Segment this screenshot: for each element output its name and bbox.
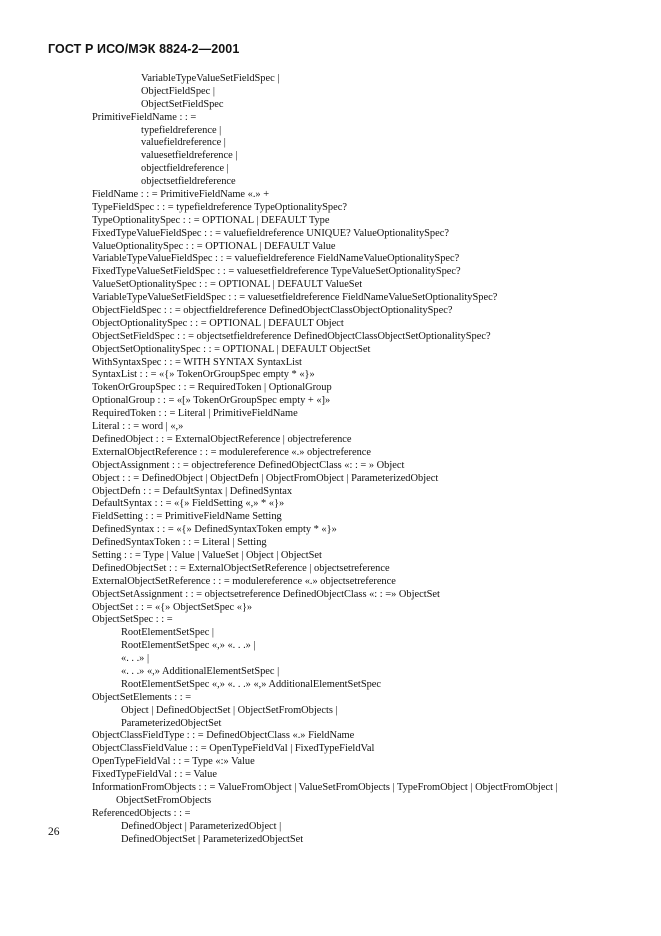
- grammar-line-text: Object | DefinedObjectSet | ObjectSetFromObjects |: [121, 704, 338, 716]
- grammar-line: [0, 498, 661, 511]
- grammar-line-text: SyntaxList : : = «{» TokenOrGroupSpec empty * «}»: [92, 369, 315, 381]
- grammar-line-text: Setting : : = Type | Value | ValueSet | Object | ObjectSet: [92, 549, 322, 561]
- grammar-line: [0, 86, 661, 99]
- grammar-line: [0, 563, 661, 576]
- grammar-line-text: VariableTypeValueFieldSpec : : = valuefieldreference FieldNameValueOptionalitySpec?: [92, 253, 460, 265]
- grammar-line-text: ExternalObjectSetReference : : = modulereference «.» objectsetreference: [92, 575, 396, 587]
- grammar-line-text: Literal : : = word | «,»: [92, 421, 184, 433]
- grammar-line: [0, 266, 661, 279]
- grammar-line: [0, 486, 661, 499]
- grammar-line-text: DefinedObject | ParameterizedObject |: [121, 820, 282, 832]
- grammar-line-text: RequiredToken : : = Literal | PrimitiveFieldName: [92, 408, 298, 420]
- grammar-line: [0, 653, 661, 666]
- grammar-line-text: ObjectFieldSpec |: [141, 85, 215, 97]
- grammar-line: [0, 769, 661, 782]
- grammar-line-text: ObjectAssignment : : = objectreference DefinedObjectClass «: : = » Object: [92, 459, 405, 471]
- grammar-line: [0, 524, 661, 537]
- grammar-line-text: ValueSetOptionalitySpec : : = OPTIONAL | DEFAULT ValueSet: [92, 279, 363, 291]
- grammar-line: [0, 834, 661, 847]
- grammar-line: [0, 718, 661, 731]
- grammar-line: [0, 756, 661, 769]
- grammar-line: [0, 692, 661, 705]
- grammar-line-text: ParameterizedObjectSet: [121, 717, 222, 729]
- grammar-line: [0, 705, 661, 718]
- grammar-line: [0, 241, 661, 254]
- grammar-line: [0, 189, 661, 202]
- grammar-line-text: FixedTypeFieldVal : : = Value: [92, 769, 217, 781]
- grammar-line-text: ObjectDefn : : = DefaultSyntax | DefinedSyntax: [92, 485, 293, 497]
- grammar-line: [0, 344, 661, 357]
- grammar-line: [0, 473, 661, 486]
- grammar-line-text: valuesetfieldreference |: [141, 150, 238, 162]
- grammar-line: [0, 447, 661, 460]
- grammar-line: [0, 137, 661, 150]
- grammar-line-text: FixedTypeValueSetFieldSpec : : = valuesetfieldreference TypeValueSetOptionalitySpec?: [92, 266, 461, 278]
- grammar-line-text: ObjectSetSpec : : =: [92, 614, 173, 626]
- grammar-line-text: ObjectFieldSpec : : = objectfieldreference DefinedObjectClassObjectOptionalitySpec?: [92, 305, 453, 317]
- grammar-line-text: typefieldreference |: [141, 124, 222, 136]
- grammar-line: [0, 511, 661, 524]
- grammar-line: [0, 331, 661, 344]
- grammar-line: [0, 305, 661, 318]
- grammar-line: [0, 395, 661, 408]
- grammar-line-text: objectsetfieldreference: [141, 176, 236, 188]
- grammar-line-text: DefinedObjectSet : : = ExternalObjectSetReference | objectsetreference: [92, 562, 390, 574]
- grammar-line-text: VariableTypeValueSetFieldSpec |: [141, 73, 280, 84]
- grammar-line: [0, 795, 661, 808]
- grammar-line-text: DefinedSyntax : : = «{» DefinedSyntaxToken empty * «}»: [92, 524, 337, 536]
- grammar-line: [0, 640, 661, 653]
- grammar-line-text: ObjectClassFieldType : : = DefinedObjectClass «.» FieldName: [92, 730, 355, 742]
- grammar-line-text: objectfieldreference |: [141, 163, 229, 175]
- grammar-line-text: «. . .» «,» AdditionalElementSetSpec |: [121, 665, 280, 677]
- grammar-line-text: ObjectSet : : = «{» ObjectSetSpec «}»: [92, 601, 253, 613]
- grammar-line: [0, 369, 661, 382]
- grammar-line-text: TokenOrGroupSpec : : = RequiredToken | OptionalGroup: [92, 382, 332, 394]
- grammar-line: [0, 730, 661, 743]
- grammar-line-text: ObjectSetOptionalitySpec : : = OPTIONAL | DEFAULT ObjectSet: [92, 343, 371, 355]
- grammar-line: [0, 215, 661, 228]
- grammar-line-text: ObjectOptionalitySpec : : = OPTIONAL | DEFAULT Object: [92, 317, 344, 329]
- grammar-line-text: RootElementSetSpec «,» «. . .» «,» AdditionalElementSetSpec: [121, 678, 382, 690]
- grammar-line: [0, 202, 661, 215]
- grammar-line: [0, 408, 661, 421]
- grammar-line: [0, 743, 661, 756]
- grammar-line: [0, 460, 661, 473]
- grammar-line-text: valuefieldreference |: [141, 137, 226, 149]
- grammar-line-text: DefaultSyntax : : = «{» FieldSetting «,» * «}»: [92, 498, 285, 510]
- grammar-line-text: OpenTypeFieldVal : : = Type «:» Value: [92, 756, 255, 768]
- grammar-line-text: ObjectSetAssignment : : = objectsetreference DefinedObjectClass «: : =» ObjectSet: [92, 588, 440, 600]
- grammar-line: [0, 550, 661, 563]
- grammar-line: [0, 279, 661, 292]
- grammar-line: [0, 228, 661, 241]
- grammar-line-text: DefinedObject : : = ExternalObjectReference | objectreference: [92, 433, 352, 445]
- grammar-line-text: ObjectSetFieldSpec : : = objectsetfieldreference DefinedObjectClassObjectSetOptionalitySpec?: [92, 330, 491, 342]
- grammar-line-text: RootElementSetSpec |: [121, 627, 214, 639]
- grammar-line-text: RootElementSetSpec «,» «. . .» |: [121, 640, 256, 652]
- page-number: 26: [48, 826, 60, 838]
- grammar-line: [0, 627, 661, 640]
- grammar-line-text: ValueOptionalitySpec : : = OPTIONAL | DEFAULT Value: [92, 240, 336, 252]
- grammar-line: [0, 576, 661, 589]
- grammar-line-text: ObjectSetElements : : =: [92, 691, 192, 703]
- grammar-line: [0, 73, 661, 86]
- grammar-line: [0, 292, 661, 305]
- grammar-line-text: PrimitiveFieldName : : =: [92, 111, 197, 123]
- grammar-line-text: FieldName : : = PrimitiveFieldName «.» +: [92, 189, 270, 201]
- grammar-line: [0, 357, 661, 370]
- asn1-grammar-text: [0, 73, 661, 846]
- grammar-line-text: ExternalObjectReference : : = modulereference «.» objectreference: [92, 446, 372, 458]
- grammar-line: [0, 602, 661, 615]
- grammar-line: [0, 112, 661, 125]
- grammar-line: [0, 666, 661, 679]
- grammar-line-text: Object : : = DefinedObject | ObjectDefn | ObjectFromObject | ParameterizedObject: [92, 472, 439, 484]
- grammar-line: [0, 99, 661, 112]
- grammar-line: [0, 589, 661, 602]
- grammar-line: [0, 125, 661, 138]
- grammar-line: [0, 614, 661, 627]
- grammar-line-text: «. . .» |: [121, 653, 150, 665]
- grammar-line-text: DefinedSyntaxToken : : = Literal | Setting: [92, 537, 267, 549]
- grammar-line-text: FixedTypeValueFieldSpec : : = valuefieldreference UNIQUE? ValueOptionalitySpec?: [92, 227, 449, 239]
- grammar-line-text: OptionalGroup : : = «[» TokenOrGroupSpec empty + «]»: [92, 395, 331, 407]
- grammar-line-text: WithSyntaxSpec : : = WITH SYNTAX SyntaxList: [92, 356, 302, 368]
- grammar-line: [0, 821, 661, 834]
- grammar-line: [0, 808, 661, 821]
- grammar-line: [0, 537, 661, 550]
- grammar-line: [0, 782, 661, 795]
- grammar-line: [0, 382, 661, 395]
- grammar-line: [0, 318, 661, 331]
- grammar-line-text: ObjectClassFieldValue : : = OpenTypeFieldVal | FixedTypeFieldVal: [92, 743, 375, 755]
- grammar-line-text: ObjectSetFromObjects: [116, 794, 212, 806]
- grammar-line-text: ObjectSetFieldSpec: [141, 98, 224, 110]
- grammar-line-text: TypeFieldSpec : : = typefieldreference TypeOptionalitySpec?: [92, 201, 347, 213]
- grammar-line: [0, 253, 661, 266]
- grammar-line: [0, 176, 661, 189]
- document-header: ГОСТ Р ИСО/МЭК 8824-2—2001: [48, 42, 240, 56]
- grammar-line: [0, 434, 661, 447]
- grammar-line-text: TypeOptionalitySpec : : = OPTIONAL | DEFAULT Type: [92, 214, 330, 226]
- grammar-line-text: VariableTypeValueSetFieldSpec : : = valuesetfieldreference FieldNameValueSetOptionalitySpec?: [92, 292, 498, 304]
- grammar-line: [0, 150, 661, 163]
- grammar-line-text: ReferencedObjects : : =: [92, 807, 191, 819]
- grammar-line-text: InformationFromObjects : : = ValueFromObject | ValueSetFromObjects | TypeFromObject | ObjectFromObject |: [92, 781, 558, 793]
- grammar-line: [0, 163, 661, 176]
- grammar-line: [0, 421, 661, 434]
- grammar-line-text: FieldSetting : : = PrimitiveFieldName Setting: [92, 511, 282, 523]
- grammar-line: [0, 679, 661, 692]
- grammar-line-text: DefinedObjectSet | ParameterizedObjectSet: [121, 833, 304, 845]
